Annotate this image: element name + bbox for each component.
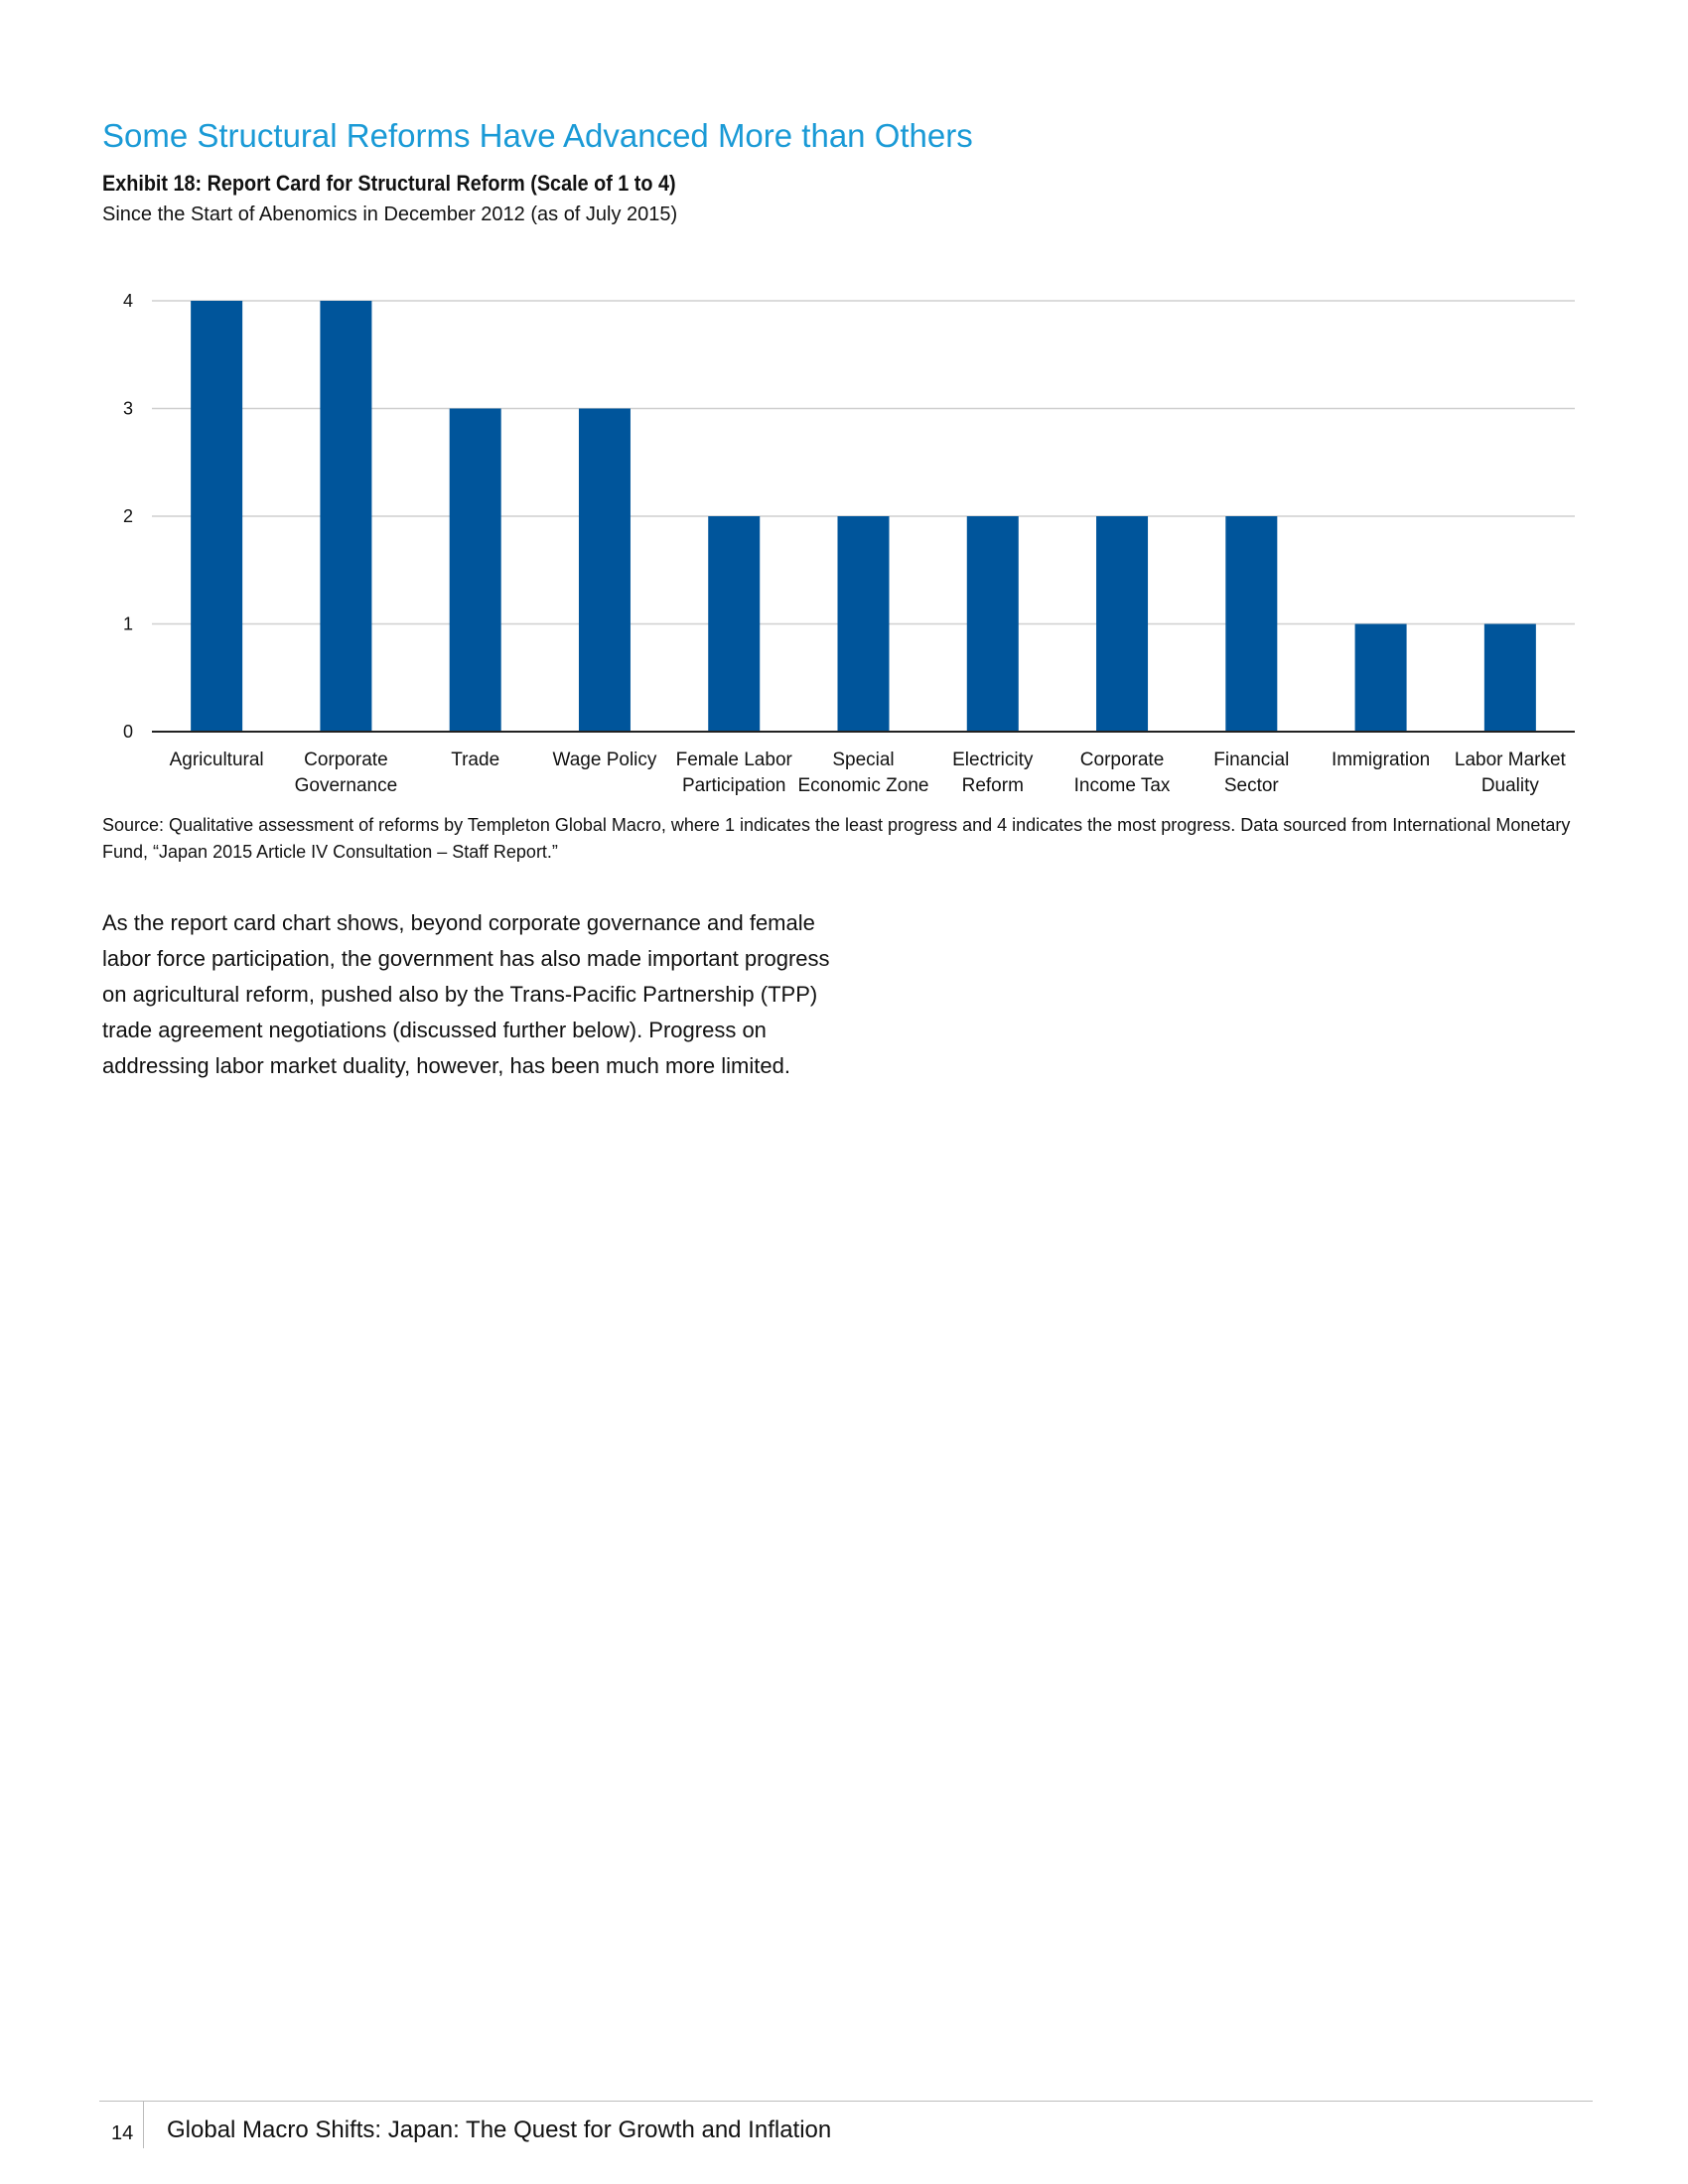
bar	[320, 301, 371, 732]
bar	[450, 409, 501, 733]
bar	[191, 301, 242, 732]
exhibit-subtitle: Since the Start of Abenomics in December 2012 (as of July 2015)	[102, 204, 678, 225]
section-title: Some Structural Reforms Have Advanced More than Others	[102, 117, 973, 154]
bar	[1225, 516, 1277, 732]
x-tick-label: Trade	[451, 750, 500, 770]
y-tick-label: 4	[122, 291, 133, 311]
x-tick-label: Wage Policy	[552, 750, 657, 770]
x-tick-label: Labor Market Duality	[1454, 750, 1566, 796]
x-tick-label: Corporate Income Tax	[1073, 750, 1171, 796]
footer-divider	[143, 2101, 144, 2148]
footer-rule	[99, 2101, 1593, 2102]
exhibit-title: Exhibit 18: Report Card for Structural Reform (Scale of 1 to 4)	[102, 171, 676, 196]
bar-chart	[0, 0, 1688, 814]
y-tick-label: 0	[122, 722, 133, 742]
bar	[579, 409, 631, 733]
bar	[708, 516, 760, 732]
body-paragraph: As the report card chart shows, beyond corporate governance and female labor force participation, the government has also made important progress on agricultural reform, pushed also by the Trans-Pacific Partnership (TPP) trade agreement negotiations (discussed further below). Progress on addressing labor market duality, however, has been much more limited.	[102, 910, 830, 1078]
x-tick-label: Financial Sector	[1213, 750, 1290, 796]
x-tick-label: Special Economic Zone	[797, 750, 929, 796]
bar	[1484, 624, 1536, 733]
x-tick-label: Corporate Governance	[294, 750, 398, 796]
x-tick-label: Electricity Reform	[952, 750, 1034, 796]
source-note: Source: Qualitative assessment of reforms by Templeton Global Macro, where 1 indicates the least progress and 4 indicates the most progress. Data sourced from International Monetary Fund, “Japan 2015 Article IV Consultation – Staff Report.”	[102, 815, 1571, 862]
page-number: 14	[111, 2122, 134, 2144]
y-tick-label: 2	[122, 506, 133, 526]
y-tick-label: 3	[122, 398, 133, 419]
x-tick-label: Immigration	[1331, 750, 1431, 770]
bar	[967, 516, 1019, 732]
bar	[838, 516, 890, 732]
bar	[1096, 516, 1148, 732]
x-tick-label: Female Labor Participation	[675, 750, 792, 796]
footer-title: Global Macro Shifts: Japan: The Quest for Growth and Inflation	[167, 2116, 832, 2143]
bar	[1355, 624, 1407, 733]
x-tick-label: Agricultural	[169, 750, 264, 770]
y-tick-label: 1	[122, 614, 133, 634]
